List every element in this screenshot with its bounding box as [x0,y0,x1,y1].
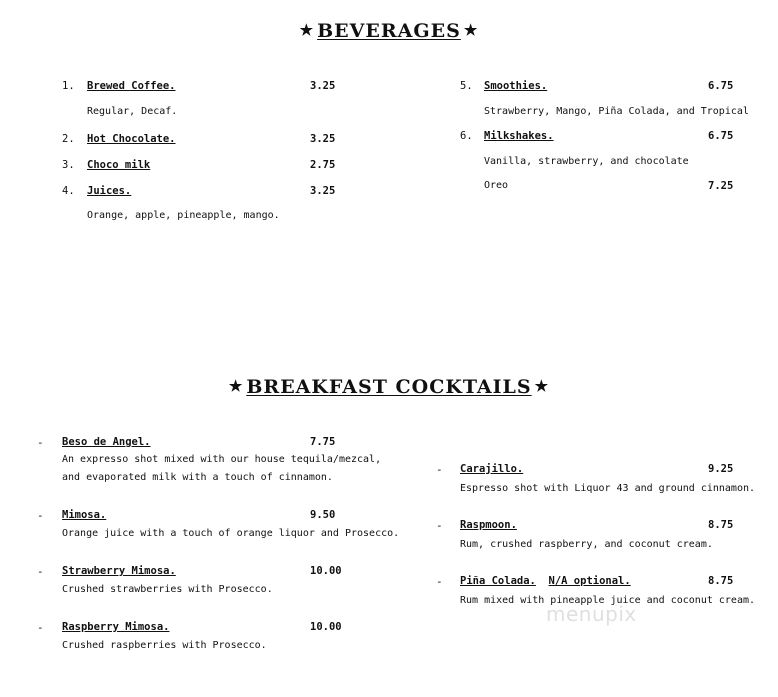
menu-item-name: Milkshakes. [484,130,554,142]
star-icon: ★ [228,377,244,395]
bullet-dash: - [37,621,44,634]
menu-item-description: Crushed raspberries with Prosecco. [62,640,267,651]
menu-item-price: 3.25 [310,133,336,145]
bullet-dash: - [436,463,443,476]
item-number: 5. [460,80,473,92]
star-icon: ★ [534,377,550,395]
bullet-dash: - [37,565,44,578]
menu-item-price: 3.25 [310,185,336,197]
bullet-dash: - [436,519,443,532]
star-icon: ★ [463,21,479,39]
menu-item-name: Piña Colada. [460,575,536,587]
item-number: 6. [460,130,473,142]
menu-item-name: Smoothies. [484,80,548,92]
menu-item-price: 2.75 [310,159,336,171]
menu-item-name: Mimosa. [62,509,107,521]
menu-item-name: Beso de Angel. [62,436,151,448]
menu-item-name: Raspmoon. [460,519,517,531]
menu-item-price: 6.75 [708,80,734,92]
beverages-heading: ★ BEVERAGES ★ [299,20,479,42]
item-number: 3. [62,159,75,171]
cocktails-heading: ★ BREAKFAST COCKTAILS ★ [228,376,550,398]
menu-item-variant-price: 7.25 [708,180,734,192]
menu-item-price: 9.50 [310,509,336,521]
menu-item-description: Rum, crushed raspberry, and coconut cream. [460,539,713,550]
menu-item-description: and evaporated milk with a touch of cinnamon. [62,472,333,483]
menu-item-description: Vanilla, strawberry, and chocolate [484,156,689,167]
menu-item-name: Carajillo. [460,463,524,475]
menu-item-description: Rum mixed with pineapple juice and coconut cream. [460,595,756,606]
menu-item-note: N/A optional. [548,575,631,587]
menu-item-price: 8.75 [708,519,734,531]
bullet-dash: - [37,509,44,522]
menu-item-price: 8.75 [708,575,734,587]
menu-item-description: Espresso shot with Liquor 43 and ground cinnamon. [460,483,756,494]
menu-item-name: Juices. [87,185,132,197]
menu-item-description: Crushed strawberries with Prosecco. [62,584,273,595]
menu-item-name: Strawberry Mimosa. [62,565,176,577]
menu-item-description: Strawberry, Mango, Piña Colada, and Tropical [484,106,749,117]
menu-item-title [460,575,631,588]
menu-item-name: Raspberry Mimosa. [62,621,170,633]
item-number: 4. [62,185,75,197]
menu-item-description: Regular, Decaf. [87,106,178,117]
menu-item-description: Orange, apple, pineapple, mango. [87,210,280,221]
menu-item-price: 10.00 [310,621,342,633]
menu-item-description: An expresso shot mixed with our house tequila/mezcal, [62,454,382,465]
menu-item-price: 7.75 [310,436,336,448]
menu-item-name: Choco milk [87,159,151,171]
star-icon: ★ [299,21,315,39]
watermark-logo: menupix [546,602,637,626]
bullet-dash: - [37,436,44,449]
menu-item-price: 6.75 [708,130,734,142]
menu-item-price: 3.25 [310,80,336,92]
menu-item-variant: Oreo [484,180,509,191]
menu-item-price: 9.25 [708,463,734,475]
item-number: 2. [62,133,75,145]
menu-item-name: Hot Chocolate. [87,133,176,145]
menu-item-price: 10.00 [310,565,342,577]
menu-item-name: Brewed Coffee. [87,80,176,92]
menu-item-description: Orange juice with a touch of orange liquor and Prosecco. [62,528,400,539]
item-number: 1. [62,80,75,92]
bullet-dash: - [436,575,443,588]
